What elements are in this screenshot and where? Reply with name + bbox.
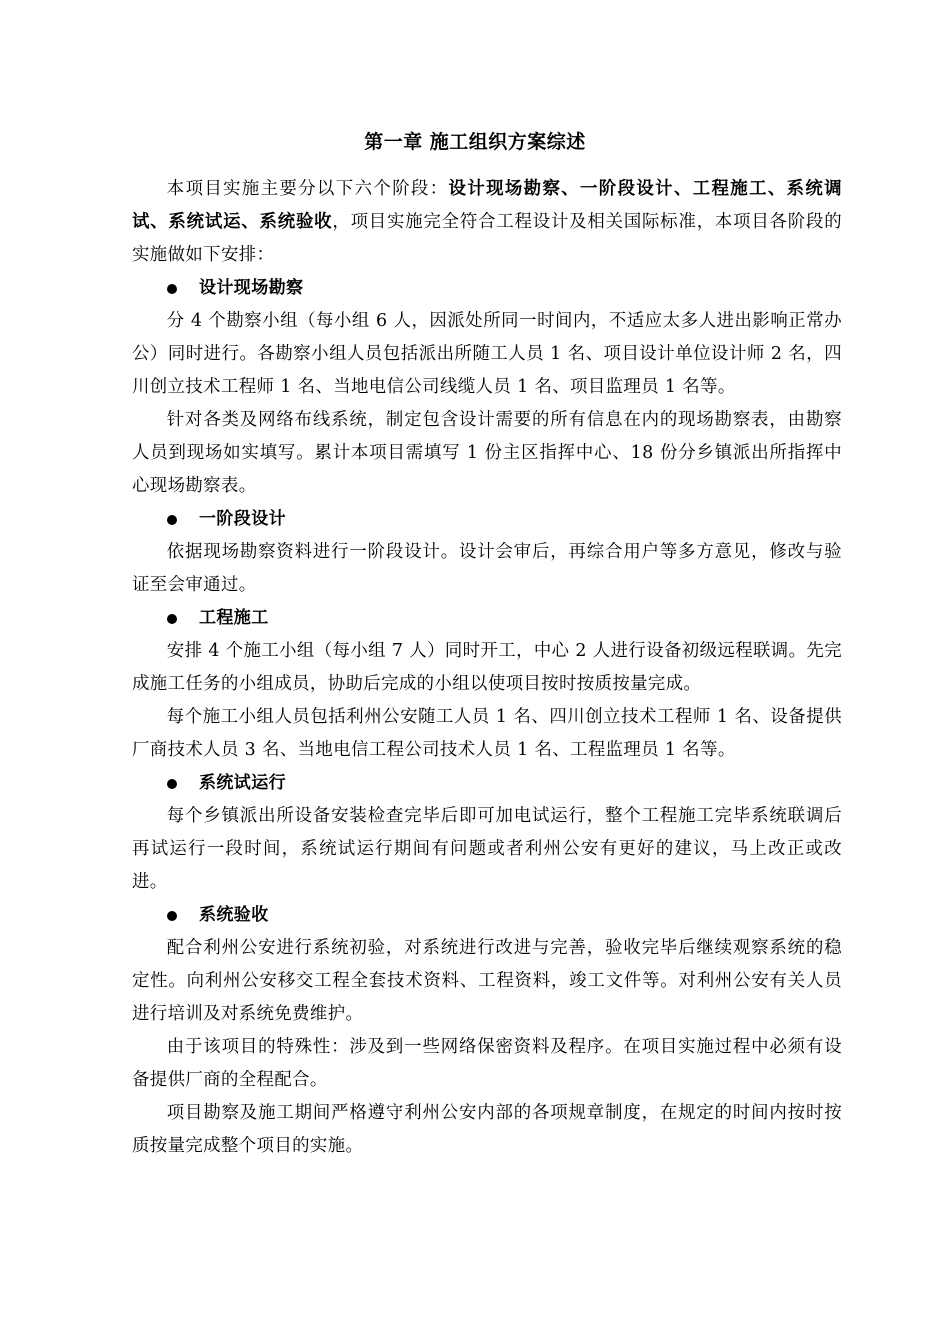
section-heading-survey	[132, 272, 842, 305]
section-heading-design	[132, 503, 842, 536]
section-heading-label: 系统验收	[199, 905, 269, 925]
intro-text-lead: 本项目实施主要分以下六个阶段：	[166, 179, 449, 199]
bullet-icon	[167, 779, 177, 789]
trial-paragraph-1: 每个乡镇派出所设备安装检查完毕后即可加电试运行，整个工程施工完毕系统联调后再试运行一段时间，系统试运行期间有问题或者利州公安有更好的建议，马上改正或改进。	[132, 806, 842, 892]
section-heading-trial	[132, 767, 842, 800]
page-title: 第一章 施工组织方案综述	[364, 131, 586, 153]
intro-phases-bold: 设计现场勘察、一阶段设计、工程施工、系统调试、系统试运、系统验收	[132, 179, 842, 232]
document-body	[132, 173, 842, 1163]
survey-paragraph-2: 针对各类及网络布线系统，制定包含设计需要的所有信息在内的现场勘察表，由勘察人员到现场如实填写。累计本项目需填写 1 份主区指挥中心、18 份分乡镇派出所指挥中心现场勘察表。	[132, 410, 842, 496]
section-heading-label: 一阶段设计	[199, 509, 286, 529]
construction-paragraph-1: 安排 4 个施工小组（每小组 7 人）同时开工，中心 2 人进行设备初级远程联调。先完成施工任务的小组成员，协助后完成的小组以使项目按时按质按量完成。	[132, 641, 842, 694]
section-heading-label: 工程施工	[199, 608, 269, 628]
bullet-icon	[167, 614, 177, 624]
section-heading-construction	[132, 602, 842, 635]
acceptance-paragraph-1: 配合利州公安进行系统初验，对系统进行改进与完善，验收完毕后继续观察系统的稳定性。向利州公安移交工程全套技术资料、工程资料，竣工文件等。对利州公安有关人员进行培训及对系统免费维护。	[132, 938, 842, 1024]
design-paragraph-1: 依据现场勘察资料进行一阶段设计。设计会审后，再综合用户等多方意见，修改与验证至会审通过。	[132, 542, 842, 595]
acceptance-paragraph-2: 由于该项目的特殊性：涉及到一些网络保密资料及程序。在项目实施过程中必须有设备提供厂商的全程配合。	[132, 1037, 842, 1090]
section-heading-label: 设计现场勘察	[199, 278, 304, 298]
acceptance-paragraph-3: 项目勘察及施工期间严格遵守利州公安内部的各项规章制度，在规定的时间内按时按质按量完成整个项目的实施。	[132, 1103, 842, 1156]
section-heading-acceptance	[132, 899, 842, 932]
intro-text-tail: ，项目实施完全符合工程设计及相关国际标准，本项目各阶段的实施做如下安排：	[132, 212, 842, 265]
construction-paragraph-2: 每个施工小组人员包括利州公安随工人员 1 名、四川创立技术工程师 1 名、设备提供厂商技术人员 3 名、当地电信工程公司技术人员 1 名、工程监理员 1 名等。	[132, 707, 842, 760]
bullet-icon	[167, 515, 177, 525]
section-heading-label: 系统试运行	[199, 773, 286, 793]
bullet-icon	[167, 911, 177, 921]
bullet-icon	[167, 284, 177, 294]
survey-paragraph-1: 分 4 个勘察小组（每小组 6 人，因派处所同一时间内，不适应太多人进出影响正常办公）同时进行。各勘察小组人员包括派出所随工人员 1 名、项目设计单位设计师 2 名，四川创立技术工程师 1 名、当地电信公司线缆人员 1 名、项目监理员 1 名等。	[132, 311, 842, 397]
intro-paragraph	[132, 173, 842, 272]
